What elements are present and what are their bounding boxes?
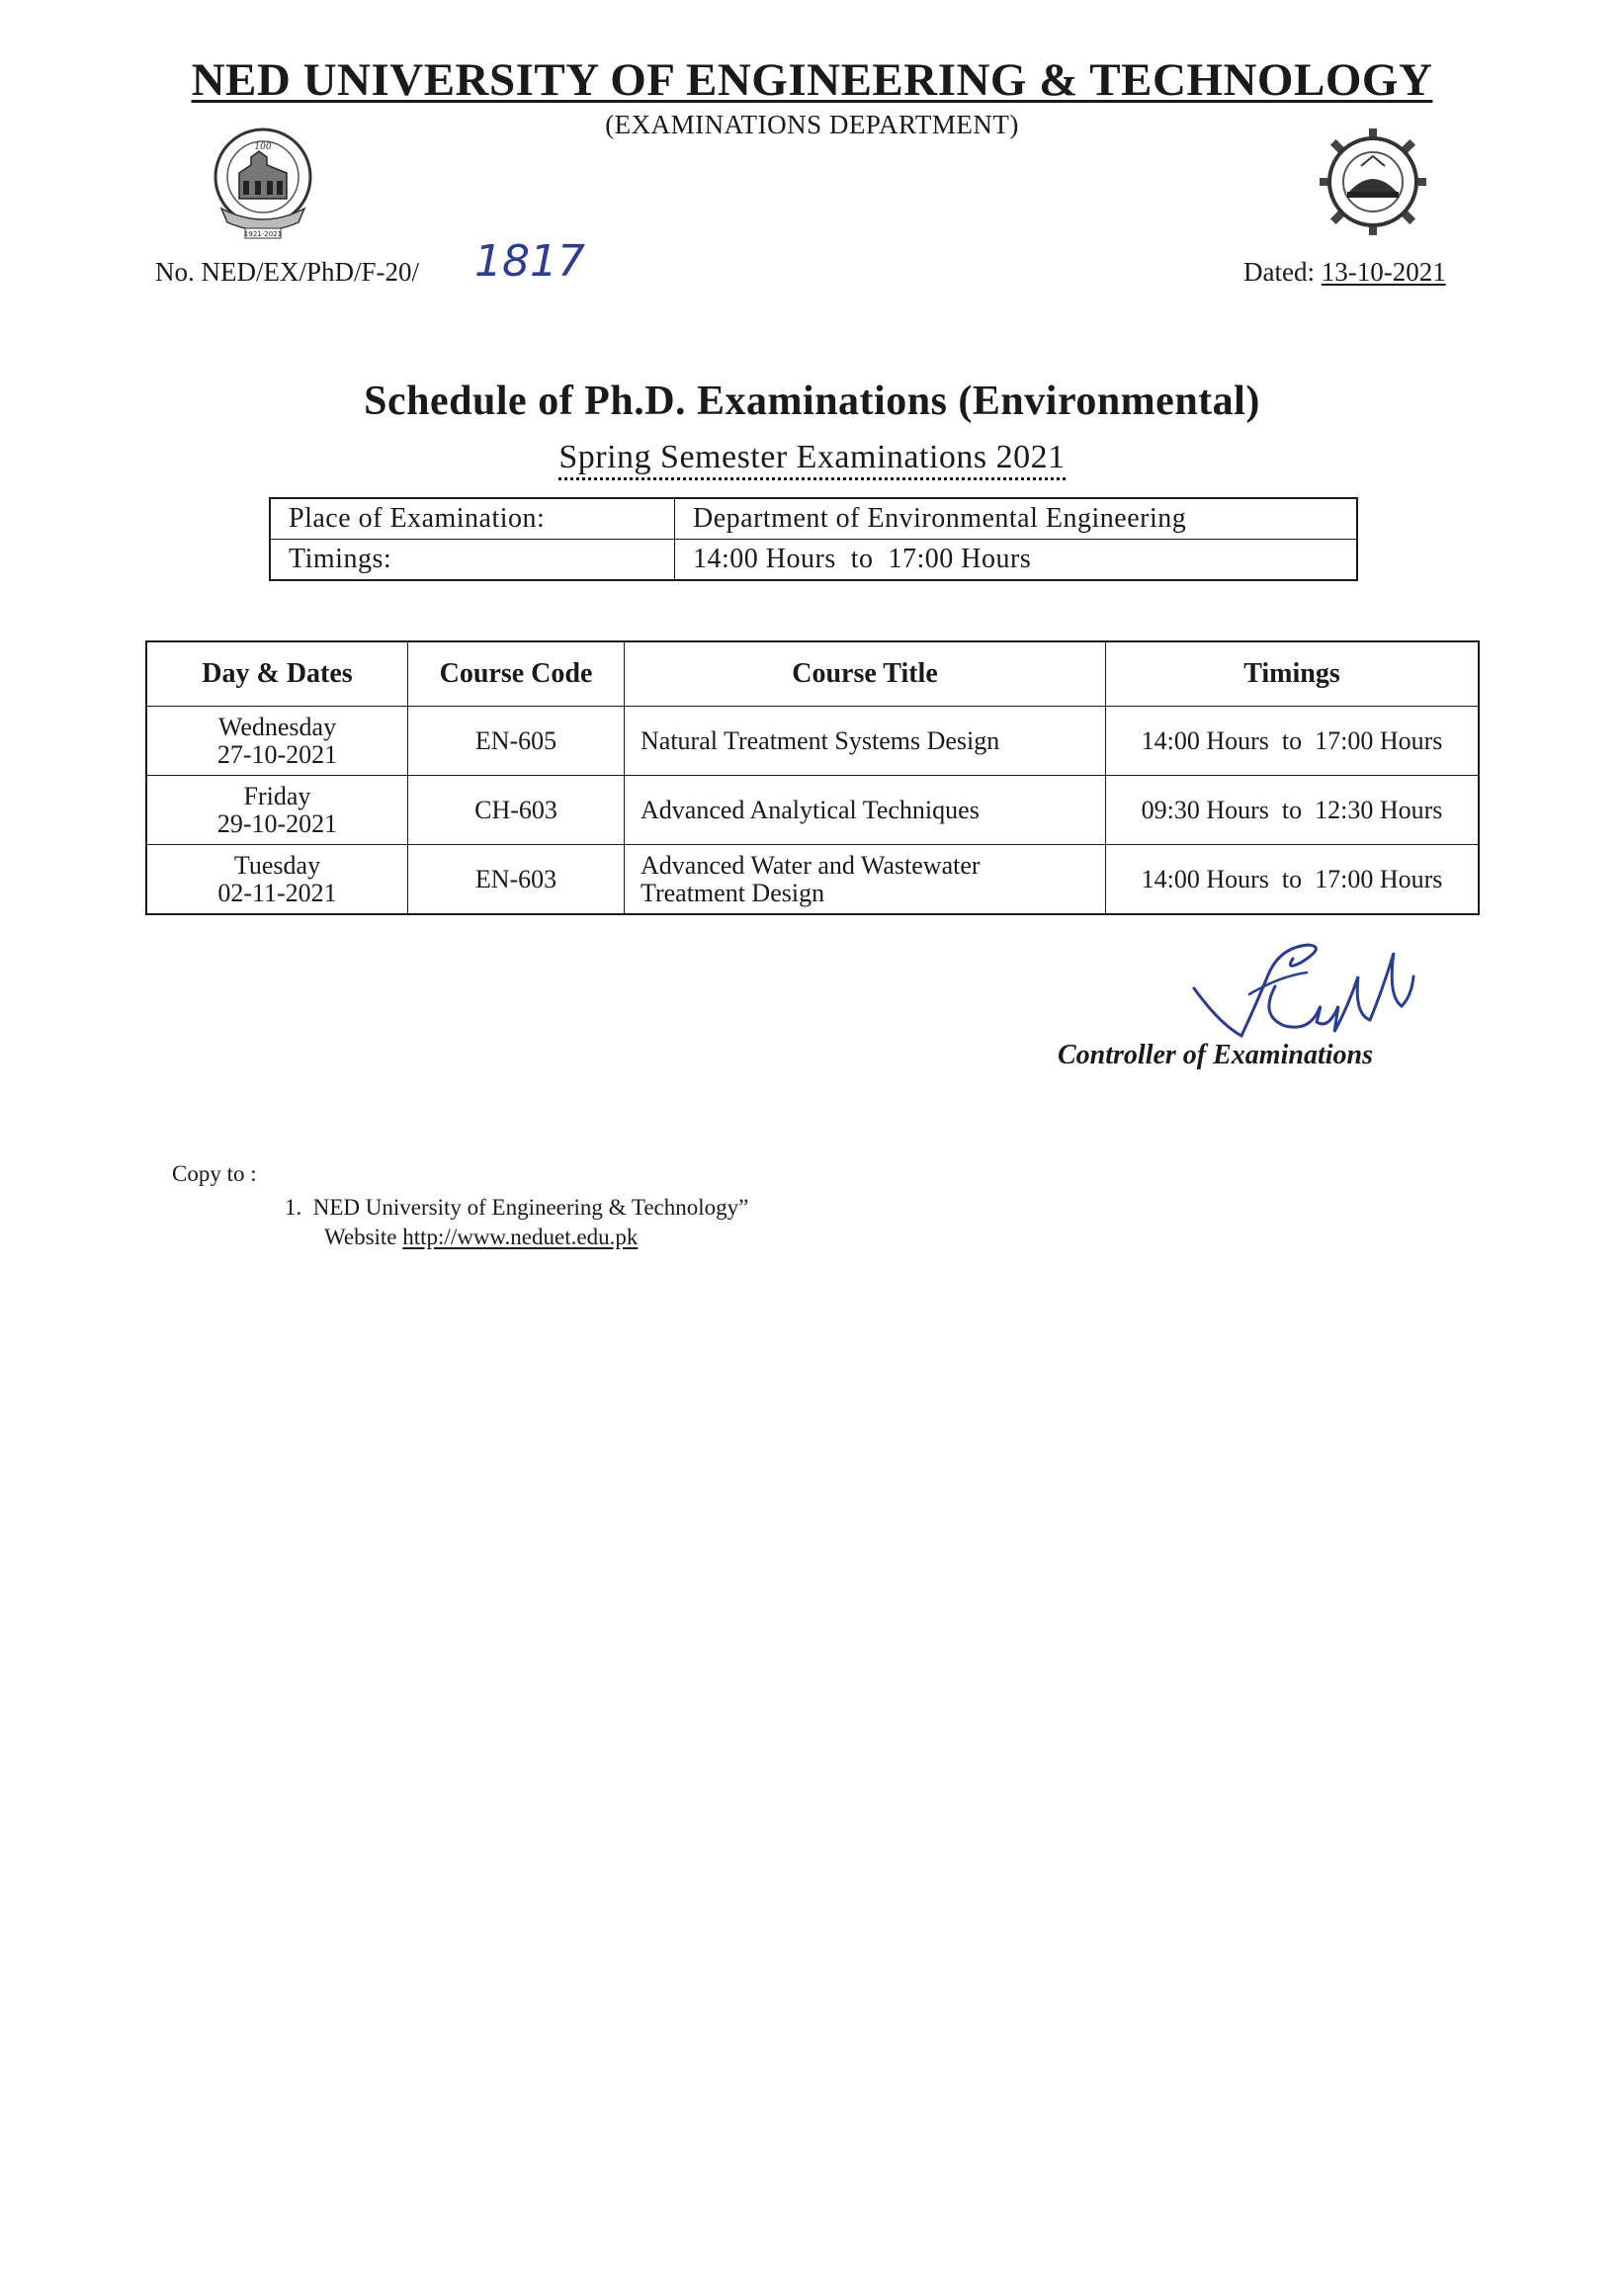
date-text: 29-10-2021 (216, 808, 338, 838)
day-text: Wednesday (217, 713, 337, 742)
header-course-code: Course Code (408, 641, 625, 707)
copy-to-label: Copy to : (172, 1161, 257, 1186)
course-title-cell (625, 707, 1106, 776)
course-title-cell (625, 845, 1106, 915)
exam-schedule-table (145, 640, 1480, 915)
course-title-line: Advanced Water and Wastewater (641, 851, 981, 881)
course-title-cell (625, 776, 1106, 845)
day-text: Tuesday (233, 851, 321, 881)
controller-designation: Controller of Examinations (1058, 1040, 1373, 1070)
info-row (270, 498, 1357, 540)
course-title-line: Natural Treatment Systems Design (641, 725, 1000, 755)
day-date-cell (146, 845, 408, 915)
day-text: Friday (243, 782, 311, 811)
info-key: Place of Examination: (270, 498, 675, 540)
reference-number-label: No. NED/EX/PhD/F-20/ (155, 257, 420, 287)
timing-cell: 14:00 Hours to 17:00 Hours (1106, 707, 1480, 776)
info-value: Department of Environmental Engineering (675, 498, 1358, 540)
table-row (146, 707, 1479, 776)
course-title-line: Treatment Design (641, 878, 825, 907)
dated-value: 13-10-2021 (1321, 257, 1446, 287)
department-subtitle: (EXAMINATIONS DEPARTMENT) (605, 110, 1019, 139)
date-text: 02-11-2021 (217, 878, 337, 907)
day-date-cell (146, 707, 408, 776)
header-day-dates: Day & Dates (146, 641, 408, 707)
timing-cell: 14:00 Hours to 17:00 Hours (1106, 845, 1480, 915)
course-code-cell: EN-605 (408, 707, 625, 776)
controller-signature (1190, 937, 1417, 1048)
dated-label: Dated: (1243, 257, 1315, 287)
schedule-title: Schedule of Ph.D. Examinations (Environmental) (364, 379, 1260, 424)
copy-to-item: 1. NED University of Engineering & Technology” (285, 1195, 749, 1220)
university-title: NED UNIVERSITY OF ENGINEERING & TECHNOLOGY (191, 54, 1433, 106)
info-value: 14:00 Hours to 17:00 Hours (675, 540, 1358, 581)
seal-years-text: 1921-2021 (243, 230, 283, 238)
schedule-subtitle: Spring Semester Examinations 2021 (0, 441, 1624, 474)
course-title-line: Advanced Analytical Techniques (641, 795, 980, 824)
table-row (146, 845, 1479, 915)
seal-century-text: 100 (254, 142, 272, 152)
table-row (146, 776, 1479, 845)
header-timings: Timings (1106, 641, 1480, 707)
course-code-cell: EN-603 (408, 845, 625, 915)
day-date-cell (146, 776, 408, 845)
header-course-title: Course Title (625, 641, 1106, 707)
university-centenary-seal (200, 122, 326, 248)
university-gear-seal (1318, 127, 1428, 237)
timing-cell: 09:30 Hours to 12:30 Hours (1106, 776, 1480, 845)
date-line (1243, 259, 1446, 286)
website-link[interactable]: http://www.neduet.edu.pk (402, 1225, 639, 1249)
table-header-row (146, 641, 1479, 707)
website-label: Website (324, 1225, 397, 1249)
info-row (270, 540, 1357, 581)
reference-number-handwritten: 1817 (474, 236, 585, 287)
exam-info-table (269, 497, 1358, 581)
info-key: Timings: (270, 540, 675, 581)
copy-to-website (324, 1226, 638, 1248)
course-code-cell: CH-603 (408, 776, 625, 845)
date-text: 27-10-2021 (216, 739, 338, 769)
